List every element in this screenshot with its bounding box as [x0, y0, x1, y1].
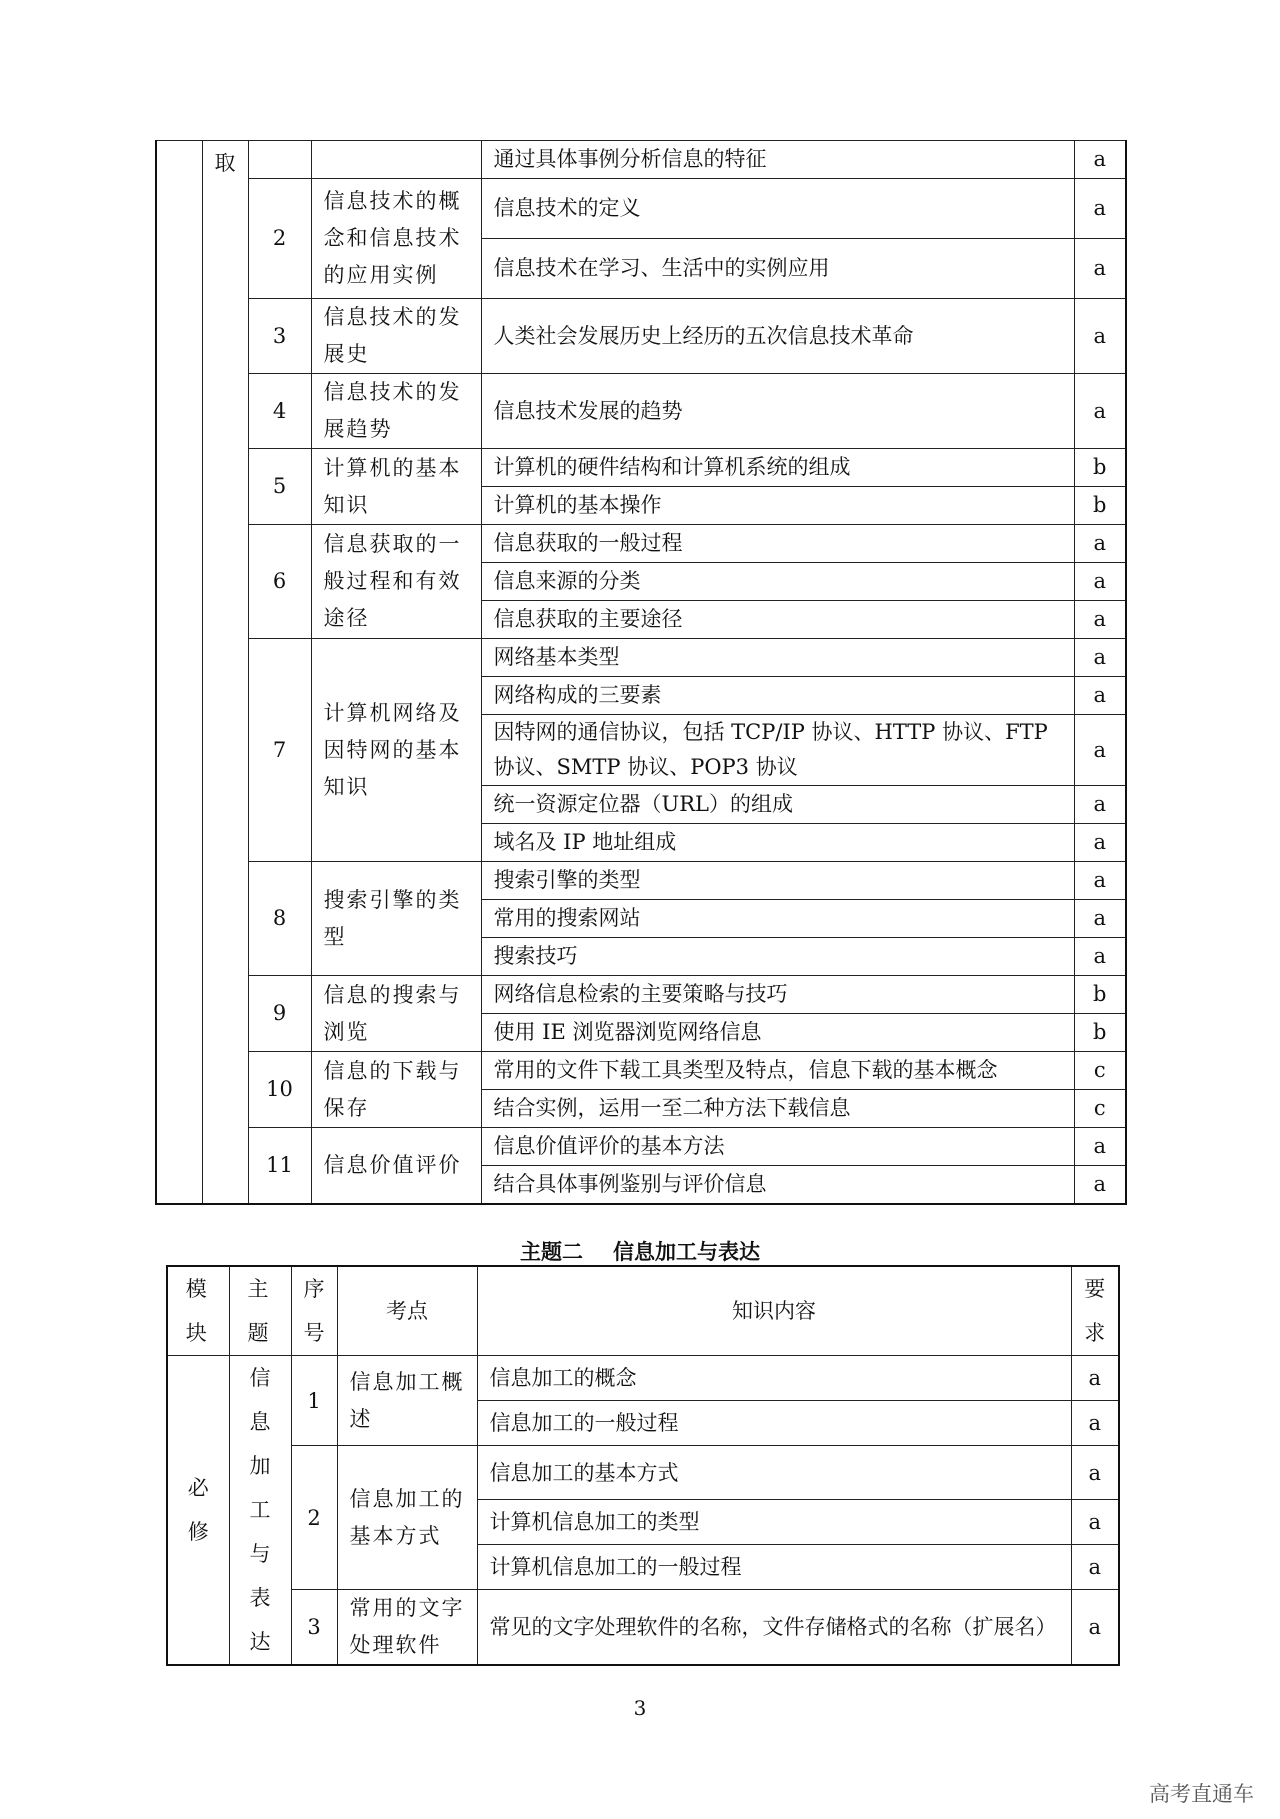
page-number: 3 — [633, 1696, 647, 1720]
num-cell: 3 — [291, 1590, 337, 1666]
table-row — [156, 299, 1126, 374]
content-cell: 搜索引擎的类型 — [481, 862, 1074, 900]
table-row — [156, 1128, 1126, 1166]
content-cell: 信息加工的概念 — [477, 1356, 1071, 1401]
req-cell: a — [1074, 563, 1126, 601]
header-num: 序号 — [291, 1266, 337, 1356]
req-cell: a — [1074, 639, 1126, 677]
content-cell: 结合具体事例鉴别与评价信息 — [481, 1166, 1074, 1205]
num-cell: 11 — [248, 1128, 311, 1205]
point-cell: 信息获取的一般过程和有效途径 — [311, 525, 481, 639]
theme-cell: 取 — [202, 141, 248, 1205]
req-cell: a — [1071, 1356, 1119, 1401]
req-cell: a — [1074, 715, 1126, 786]
req-cell: b — [1074, 449, 1126, 487]
num-cell: 1 — [291, 1356, 337, 1446]
table-row — [156, 449, 1126, 487]
content-cell: 常见的文字处理软件的名称，文件存储格式的名称（扩展名） — [477, 1590, 1071, 1666]
content-cell: 信息来源的分类 — [481, 563, 1074, 601]
content-cell: 人类社会发展历史上经历的五次信息技术革命 — [481, 299, 1074, 374]
theme-cell: 信息加工与表达 — [229, 1356, 291, 1666]
content-cell: 域名及 IP 地址组成 — [481, 824, 1074, 862]
content-cell: 因特网的通信协议，包括 TCP/IP 协议、HTTP 协议、FTP 协议、SMTP 协议、POP3 协议 — [481, 715, 1074, 786]
req-cell: a — [1074, 900, 1126, 938]
num-cell: 2 — [291, 1446, 337, 1590]
content-cell: 统一资源定位器（URL）的组成 — [481, 786, 1074, 824]
section-title-b: 信息加工与表达 — [613, 1240, 760, 1264]
table-row — [156, 976, 1126, 1014]
point-cell: 信息加工的基本方式 — [337, 1446, 477, 1590]
header-point: 考点 — [337, 1266, 477, 1356]
point-cell: 搜索引擎的类型 — [311, 862, 481, 976]
req-cell: a — [1074, 1166, 1126, 1205]
table-row — [156, 374, 1126, 449]
table-row — [167, 1446, 1119, 1500]
content-cell: 计算机信息加工的一般过程 — [477, 1545, 1071, 1590]
req-cell: b — [1074, 487, 1126, 525]
point-cell: 信息技术的发展趋势 — [311, 374, 481, 449]
table-row — [156, 862, 1126, 900]
section-title-a: 主题二 — [520, 1240, 583, 1264]
point-cell: 信息的下载与保存 — [311, 1052, 481, 1128]
req-cell: a — [1071, 1500, 1119, 1545]
content-cell: 常用的搜索网站 — [481, 900, 1074, 938]
req-cell: a — [1074, 179, 1126, 239]
content-cell: 使用 IE 浏览器浏览网络信息 — [481, 1014, 1074, 1052]
req-cell: c — [1074, 1090, 1126, 1128]
num-cell: 2 — [248, 179, 311, 299]
req-cell: a — [1074, 1128, 1126, 1166]
header-theme: 主题 — [229, 1266, 291, 1356]
num-cell: 8 — [248, 862, 311, 976]
section-title — [0, 1236, 1280, 1266]
point-cell — [311, 141, 481, 179]
req-cell: a — [1074, 786, 1126, 824]
num-cell: 6 — [248, 525, 311, 639]
header-module: 模块 — [167, 1266, 229, 1356]
req-cell: a — [1071, 1590, 1119, 1666]
content-cell: 计算机的硬件结构和计算机系统的组成 — [481, 449, 1074, 487]
table-row — [167, 1590, 1119, 1666]
req-cell: b — [1074, 1014, 1126, 1052]
req-cell: a — [1074, 374, 1126, 449]
topic2-table — [166, 1265, 1120, 1666]
req-cell: a — [1074, 525, 1126, 563]
header-content: 知识内容 — [477, 1266, 1071, 1356]
req-cell: a — [1074, 824, 1126, 862]
req-cell: a — [1074, 141, 1126, 179]
req-cell: a — [1074, 938, 1126, 976]
req-cell: a — [1074, 239, 1126, 299]
req-cell: b — [1074, 976, 1126, 1014]
req-cell: a — [1071, 1545, 1119, 1590]
num-cell: 9 — [248, 976, 311, 1052]
content-cell: 网络信息检索的主要策略与技巧 — [481, 976, 1074, 1014]
point-cell: 计算机的基本知识 — [311, 449, 481, 525]
req-cell: a — [1074, 299, 1126, 374]
content-cell: 常用的文件下载工具类型及特点，信息下载的基本概念 — [481, 1052, 1074, 1090]
content-cell: 计算机信息加工的类型 — [477, 1500, 1071, 1545]
req-cell: a — [1074, 677, 1126, 715]
req-cell: c — [1074, 1052, 1126, 1090]
content-cell: 通过具体事例分析信息的特征 — [481, 141, 1074, 179]
point-cell: 信息技术的概念和信息技术的应用实例 — [311, 179, 481, 299]
req-cell: a — [1074, 862, 1126, 900]
num-cell: 4 — [248, 374, 311, 449]
content-cell: 信息获取的一般过程 — [481, 525, 1074, 563]
table-row — [156, 141, 1126, 179]
point-cell: 信息技术的发展史 — [311, 299, 481, 374]
table-row — [156, 179, 1126, 239]
content-cell: 计算机的基本操作 — [481, 487, 1074, 525]
point-cell: 计算机网络及因特网的基本知识 — [311, 639, 481, 862]
header-req: 要求 — [1071, 1266, 1119, 1356]
module-cell: 必修 — [167, 1356, 229, 1666]
topic1-continued-table — [155, 140, 1127, 1205]
num-cell: 7 — [248, 639, 311, 862]
content-cell: 信息技术在学习、生活中的实例应用 — [481, 239, 1074, 299]
req-cell: a — [1074, 601, 1126, 639]
req-cell: a — [1071, 1446, 1119, 1500]
req-cell: a — [1071, 1401, 1119, 1446]
content-cell: 信息加工的基本方式 — [477, 1446, 1071, 1500]
num-cell — [248, 141, 311, 179]
point-cell: 信息加工概述 — [337, 1356, 477, 1446]
num-cell: 3 — [248, 299, 311, 374]
header-row — [167, 1266, 1119, 1356]
table-row — [156, 525, 1126, 563]
content-cell: 结合实例，运用一至二种方法下载信息 — [481, 1090, 1074, 1128]
content-cell: 信息技术的定义 — [481, 179, 1074, 239]
content-cell: 搜索技巧 — [481, 938, 1074, 976]
content-cell: 信息技术发展的趋势 — [481, 374, 1074, 449]
point-cell: 常用的文字处理软件 — [337, 1590, 477, 1666]
module-cell — [156, 141, 202, 1205]
content-cell: 网络基本类型 — [481, 639, 1074, 677]
content-cell: 信息加工的一般过程 — [477, 1401, 1071, 1446]
point-cell: 信息的搜索与浏览 — [311, 976, 481, 1052]
table-row — [167, 1356, 1119, 1401]
num-cell: 10 — [248, 1052, 311, 1128]
table-row — [156, 1052, 1126, 1090]
num-cell: 5 — [248, 449, 311, 525]
content-cell: 信息价值评价的基本方法 — [481, 1128, 1074, 1166]
point-cell: 信息价值评价 — [311, 1128, 481, 1205]
content-cell: 信息获取的主要途径 — [481, 601, 1074, 639]
table-row — [156, 639, 1126, 677]
content-cell: 网络构成的三要素 — [481, 677, 1074, 715]
watermark: 高考直通车 — [1149, 1782, 1254, 1806]
